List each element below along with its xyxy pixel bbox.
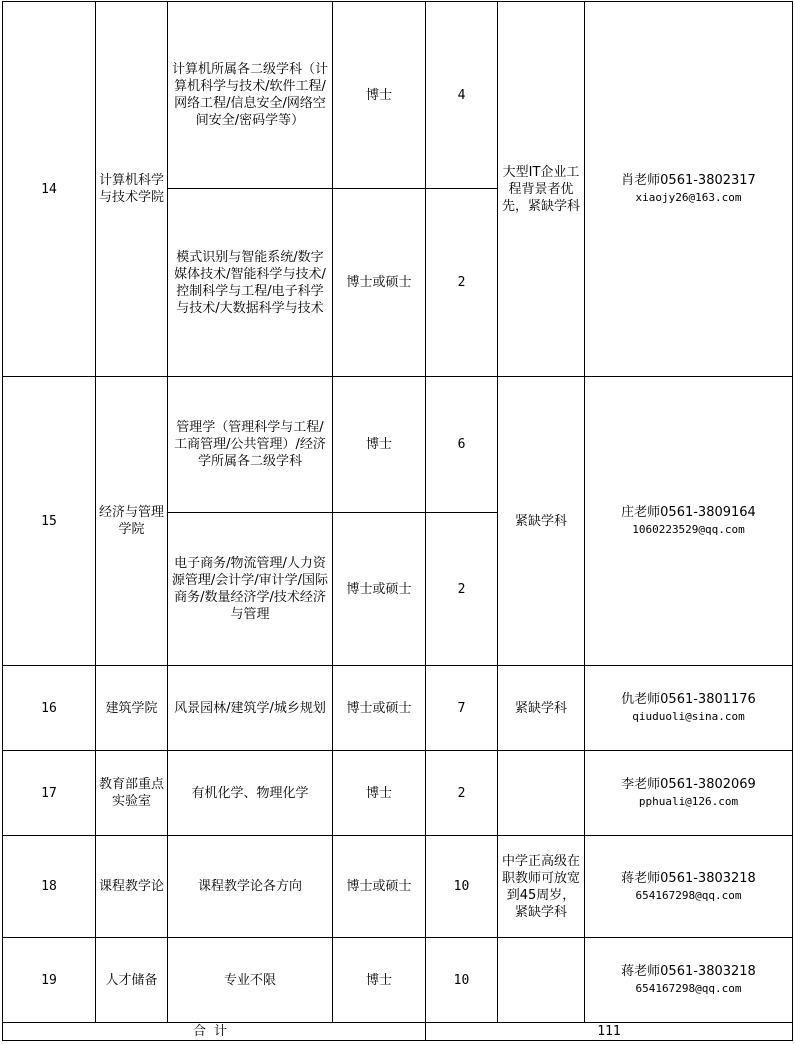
college-cell: 课程教学论 bbox=[96, 836, 168, 938]
degree-cell: 博士或硕士 bbox=[333, 189, 426, 377]
contact-email: xiaojy26@163.com bbox=[635, 191, 742, 204]
count-cell: 2 bbox=[426, 189, 498, 377]
total-value: 111 bbox=[426, 1023, 793, 1041]
college-cell: 经济与管理学院 bbox=[96, 377, 168, 666]
total-label: 合计 bbox=[3, 1023, 426, 1041]
contact-cell bbox=[585, 751, 793, 836]
count-cell: 2 bbox=[426, 513, 498, 666]
major-cell: 专业不限 bbox=[168, 938, 333, 1023]
contact-email: 654167298@qq.com bbox=[635, 982, 742, 995]
note-cell bbox=[498, 938, 585, 1023]
contact-cell bbox=[585, 938, 793, 1023]
contact-cell bbox=[585, 377, 793, 666]
degree-cell: 博士 bbox=[333, 751, 426, 836]
table-row bbox=[3, 666, 793, 751]
contact-name: 蒋老师0561-3803218 bbox=[621, 870, 756, 886]
major-cell: 电子商务/物流管理/人力资源管理/会计学/审计学/国际商务/数量经济学/技术经济与管理 bbox=[168, 513, 333, 666]
contact-cell bbox=[585, 836, 793, 938]
note-cell: 紧缺学科 bbox=[498, 377, 585, 666]
contact-name: 仇老师0561-3801176 bbox=[621, 692, 756, 707]
contact-name: 李老师0561-3802069 bbox=[621, 777, 756, 792]
note-cell: 紧缺学科 bbox=[498, 666, 585, 751]
count-cell: 10 bbox=[426, 836, 498, 938]
college-cell: 教育部重点实验室 bbox=[96, 751, 168, 836]
degree-cell: 博士 bbox=[333, 2, 426, 189]
note-cell bbox=[498, 751, 585, 836]
major-cell: 模式识别与智能系统/数字媒体技术/智能科学与技术/控制科学与工程/电子科学与技术/大数据科学与技术 bbox=[168, 189, 333, 377]
degree-cell: 博士或硕士 bbox=[333, 836, 426, 938]
note-cell: 中学正高级在职教师可放宽到45周岁，紧缺学科 bbox=[498, 836, 585, 938]
count-cell: 10 bbox=[426, 938, 498, 1023]
count-cell: 4 bbox=[426, 2, 498, 189]
degree-cell: 博士 bbox=[333, 938, 426, 1023]
table-row bbox=[3, 377, 793, 513]
contact-email: pphuali@126.com bbox=[638, 795, 739, 808]
college-cell: 计算机科学与技术学院 bbox=[96, 2, 168, 377]
contact-name: 庄老师0561-3809164 bbox=[621, 505, 756, 520]
row-number: 18 bbox=[3, 836, 96, 938]
count-cell: 7 bbox=[426, 666, 498, 751]
recruitment-table bbox=[2, 1, 793, 1041]
contact-cell bbox=[585, 666, 793, 751]
contact-name: 蒋老师0561-3803218 bbox=[621, 964, 756, 979]
college-cell: 建筑学院 bbox=[96, 666, 168, 751]
row-number: 19 bbox=[3, 938, 96, 1023]
major-cell: 课程教学论各方向 bbox=[168, 836, 333, 938]
total-row bbox=[3, 1023, 793, 1041]
contact-name: 肖老师0561-3802317 bbox=[621, 173, 756, 188]
major-cell: 管理学（管理科学与工程/工商管理/公共管理）/经济学所属各二级学科 bbox=[168, 377, 333, 513]
contact-email: 1060223529@qq.com bbox=[632, 523, 745, 536]
college-cell: 人才储备 bbox=[96, 938, 168, 1023]
count-cell: 6 bbox=[426, 377, 498, 513]
degree-cell: 博士 bbox=[333, 377, 426, 513]
major-cell: 风景园林/建筑学/城乡规划 bbox=[168, 666, 333, 751]
table-row bbox=[3, 2, 793, 189]
major-cell: 有机化学、物理化学 bbox=[168, 751, 333, 836]
degree-cell: 博士或硕士 bbox=[333, 666, 426, 751]
row-number: 17 bbox=[3, 751, 96, 836]
table-row bbox=[3, 938, 793, 1023]
contact-email: 654167298@qq.com bbox=[635, 888, 742, 902]
contact-cell bbox=[585, 2, 793, 377]
contact-email: qiuduoli@sina.com bbox=[632, 710, 745, 723]
row-number: 16 bbox=[3, 666, 96, 751]
row-number: 14 bbox=[3, 2, 96, 377]
row-number: 15 bbox=[3, 377, 96, 666]
table-row bbox=[3, 836, 793, 938]
table-row bbox=[3, 751, 793, 836]
count-cell: 2 bbox=[426, 751, 498, 836]
major-cell: 计算机所属各二级学科（计算机科学与技术/软件工程/网络工程/信息安全/网络空间安全/密码学等） bbox=[168, 2, 333, 189]
note-cell: 大型IT企业工程背景者优先，紧缺学科 bbox=[498, 2, 585, 377]
degree-cell: 博士或硕士 bbox=[333, 513, 426, 666]
